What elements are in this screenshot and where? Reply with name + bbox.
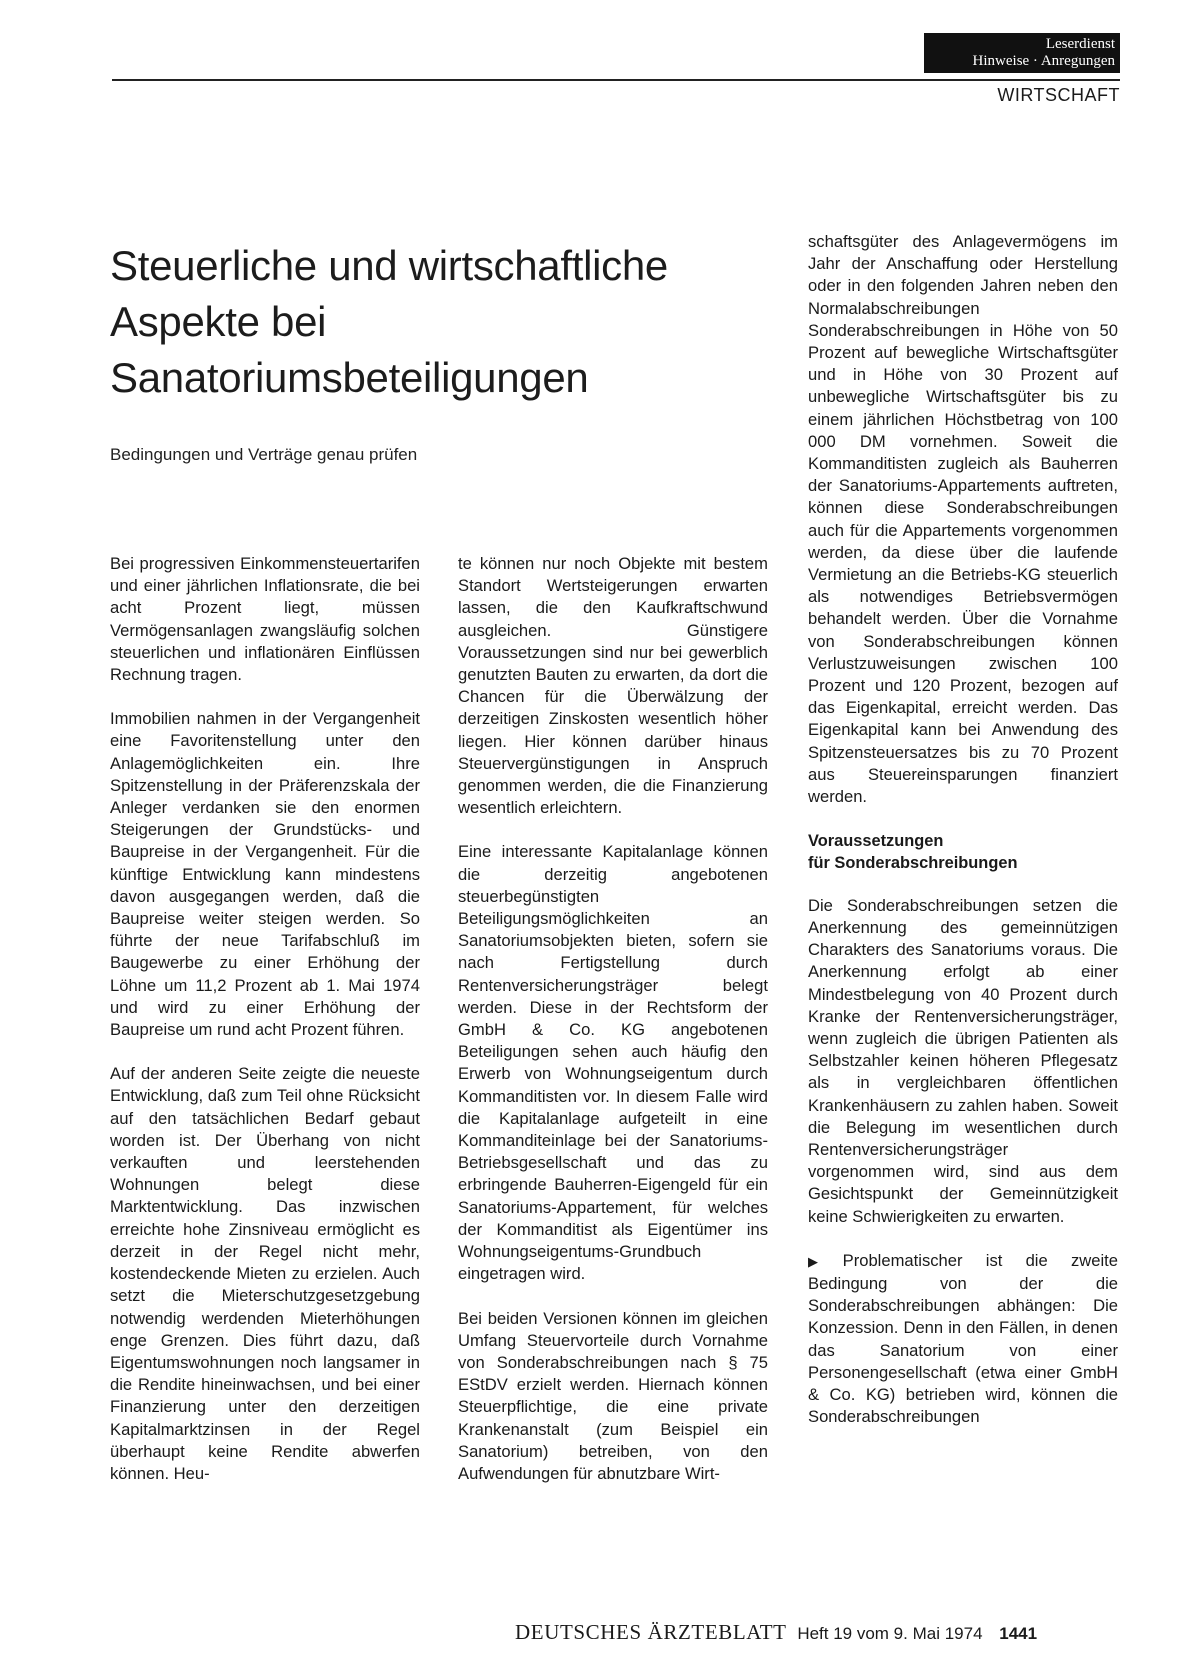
text-column-1 (110, 553, 420, 1507)
paragraph (808, 1250, 1118, 1429)
article-title: Steuerliche und wirtschaftliche Aspekte bei Sanatoriumsbeteiligungen (110, 242, 668, 401)
badge-line-1: Leserdienst (1045, 36, 1115, 52)
paragraph: Bei beiden Versionen können im gleichen Umfang Steuervorteile durch Vornahme von Sonderabschreibungen nach § 75 EStDV erzielt werden. Hiernach können Steuerpflichtige, die eine private Krankenanstalt (zum Beispiel ein Sanatorium) betreiben, von den Aufwendungen für abnutzbare Wirt- (458, 1308, 768, 1483)
paragraph: Immobilien nahmen in der Vergangenheit eine Favoritenstellung unter den Anlagemöglichkeiten ein. Ihre Spitzenstellung in der Präferenzskala der Anleger verdanken sie den enormen Steigerungen der Grundstücks- und Baupreise in der Vergangenheit. Für die künftige Entwicklung kann mindestens davon ausgegangen werden, daß die Baupreise weiter steigen werden. So führte der neue Tarifabschluß im Baugewerbe zu einer Erhöhung der Löhne um 11,2 Prozent ab 1. Mai 1974 und wird zu einer Erhöhung der Baupreise um rund acht Prozent führen. (110, 709, 420, 1040)
reader-service-badge (924, 33, 1120, 73)
section-label: WIRTSCHAFT (997, 85, 1120, 105)
magazine-name: DEUTSCHES ÄRZTEBLATT (515, 1620, 787, 1644)
paragraph: te können nur noch Objekte mit bestem Standort Wertsteigerungen erwarten lassen, die den Kaufkraftschwund ausgleichen. Günstigere Voraussetzungen sind nur bei gewerblich genutzten Bauten zu erwarten, da dort die Chancen für die Überwälzung der derzeitigen Zinskosten wesentlich höher liegen. Hier können darüber hinaus Steuervergünstigungen in Anspruch genommen werden, die die Finanzierung wesentlich erleichtern. (458, 554, 768, 818)
section-heading-line-2: für Sonderabschreibungen (808, 854, 1018, 873)
paragraph: schaftsgüter des Anlagevermögens im Jahr der Anschaffung oder Herstellung oder in den folgenden Jahren neben den Normalabschreibungen Sonderabschreibungen in Höhe von 50 Prozent auf bewegliche Wirtschaftsgüter und in Höhe von 30 Prozent auf unbewegliche Wirtschaftsgüter bis zu einem jährlichen Höchstbetrag von 100 000 DM vornehmen. Soweit die Kommanditisten zugleich als Bauherren der Sanatoriums-Appartements auftreten, können diese Sonderabschreibungen auch für die Appartements vorgenommen werden, da diese über die laufende Vermietung an die Betriebs-KG steuerlich als notwendiges Betriebsvermögen behandelt werden. Über die Vornahme von Sonderabschreibungen können Verlustzuweisungen zwischen 100 Prozent und 120 Prozent, bezogen auf das Eigenkapital, erreicht werden. Das Eigenkapital kann bei Anwendung des Spitzensteuersatzes bis zu 70 Prozent aus Steuereinsparungen finanziert werden. (808, 232, 1118, 807)
paragraph: Die Sonderabschreibungen setzen die Anerkennung des gemeinnützigen Charakters des Sanatoriums voraus. Die Anerkennung erfolgt ab einer Mindestbelegung von 40 Prozent durch Kranke der Rentenversicherungsträger, wenn zugleich die übrigen Patienten als Selbstzahler keinen höheren Pflegesatz als in vergleichbaren öffentlichen Krankenhäusern zu zahlen haben. Soweit die Belegung im wesentlichen durch Rentenversicherungsträger vorgenommen wird, sind aus dem Gesichtspunkt der Gemeinnützigkeit keine Schwierigkeiten zu erwarten. (808, 895, 1118, 1226)
header-rule (112, 79, 1120, 81)
paragraph-text: Problematischer ist die zweite Bedingung von der die Sonderabschreibungen abhängen: Die Konzession. Denn in den Fällen, in denen das Sanatorium von einer Personengesellschaft (etwa einer GmbH & Co. KG) betrieben wird, können die Sonderabschreibungen (808, 1250, 1118, 1427)
section-heading (808, 830, 1118, 874)
arrow-right-icon: ▶ (808, 1253, 837, 1269)
paragraph: Bei progressiven Einkommensteuertarifen und einer jährlichen Inflationsrate, die bei acht Prozent liegt, müssen Vermögensanlagen zwangsläufig solchen steuerlichen und inflationären Einflüssen Rechnung tragen. (110, 554, 420, 685)
paragraph: Auf der anderen Seite zeigte die neueste Entwicklung, daß zum Teil ohne Rücksicht auf den tatsächlichen Bedarf gebaut worden ist. Der Überhang von nicht verkauften und leerstehenden Wohnungen belegt diese Marktentwicklung. Das inzwischen erreichte hohe Zinsniveau ermöglicht es derzeit in der Regel nicht mehr, kostendeckende Mieten zu erzielen. Auch setzt die Mieterschutzgesetzgebung notwendig werdenden Mieterhöhungen enge Grenzen. Dies führt dazu, daß Eigentumswohnungen noch langsamer in die Rendite hineinwachsen, und bei einer Finanzierung unter den derzeitigen Kapitalmarktzinsen in der Regel überhaupt keine Rendite abwerfen können. Heu- (110, 1064, 420, 1483)
page-footer (515, 1620, 1037, 1645)
page-number: 1441 (999, 1624, 1038, 1643)
text-column-3 (808, 231, 1118, 1450)
article-subtitle: Bedingungen und Verträge genau prüfen (110, 445, 418, 464)
issue-info: Heft 19 vom 9. Mai 1974 (797, 1624, 983, 1643)
paragraph: Eine interessante Kapitalanlage können die derzeitig angebotenen steuerbegünstigten Beteiligungsmöglichkeiten an Sanatoriumsobjekten bieten, sofern sie nach Fertigstellung durch Rentenversicherungsträger belegt werden. Diese in der Rechtsform der GmbH & Co. KG angebotenen Beteiligungen sehen auch häufig den Erwerb von Wohnungseigentum durch Kommanditisten vor. In diesem Falle wird die Kapitalanlage aufgeteilt in eine Kommanditeinlage bei der Sanatoriums-Betriebsgesellschaft und das zu erbringende Bauherren-Eigengeld für ein Sanatoriums-Appartement, für welches der Kommanditist als Eigentümer ins Wohnungseigentums-Grundbuch eingetragen wird. (458, 842, 768, 1284)
badge-line-2: Hinweise · Anregungen (972, 53, 1115, 69)
section-heading-line-1: Voraussetzungen (808, 832, 944, 851)
text-column-2 (458, 553, 768, 1507)
